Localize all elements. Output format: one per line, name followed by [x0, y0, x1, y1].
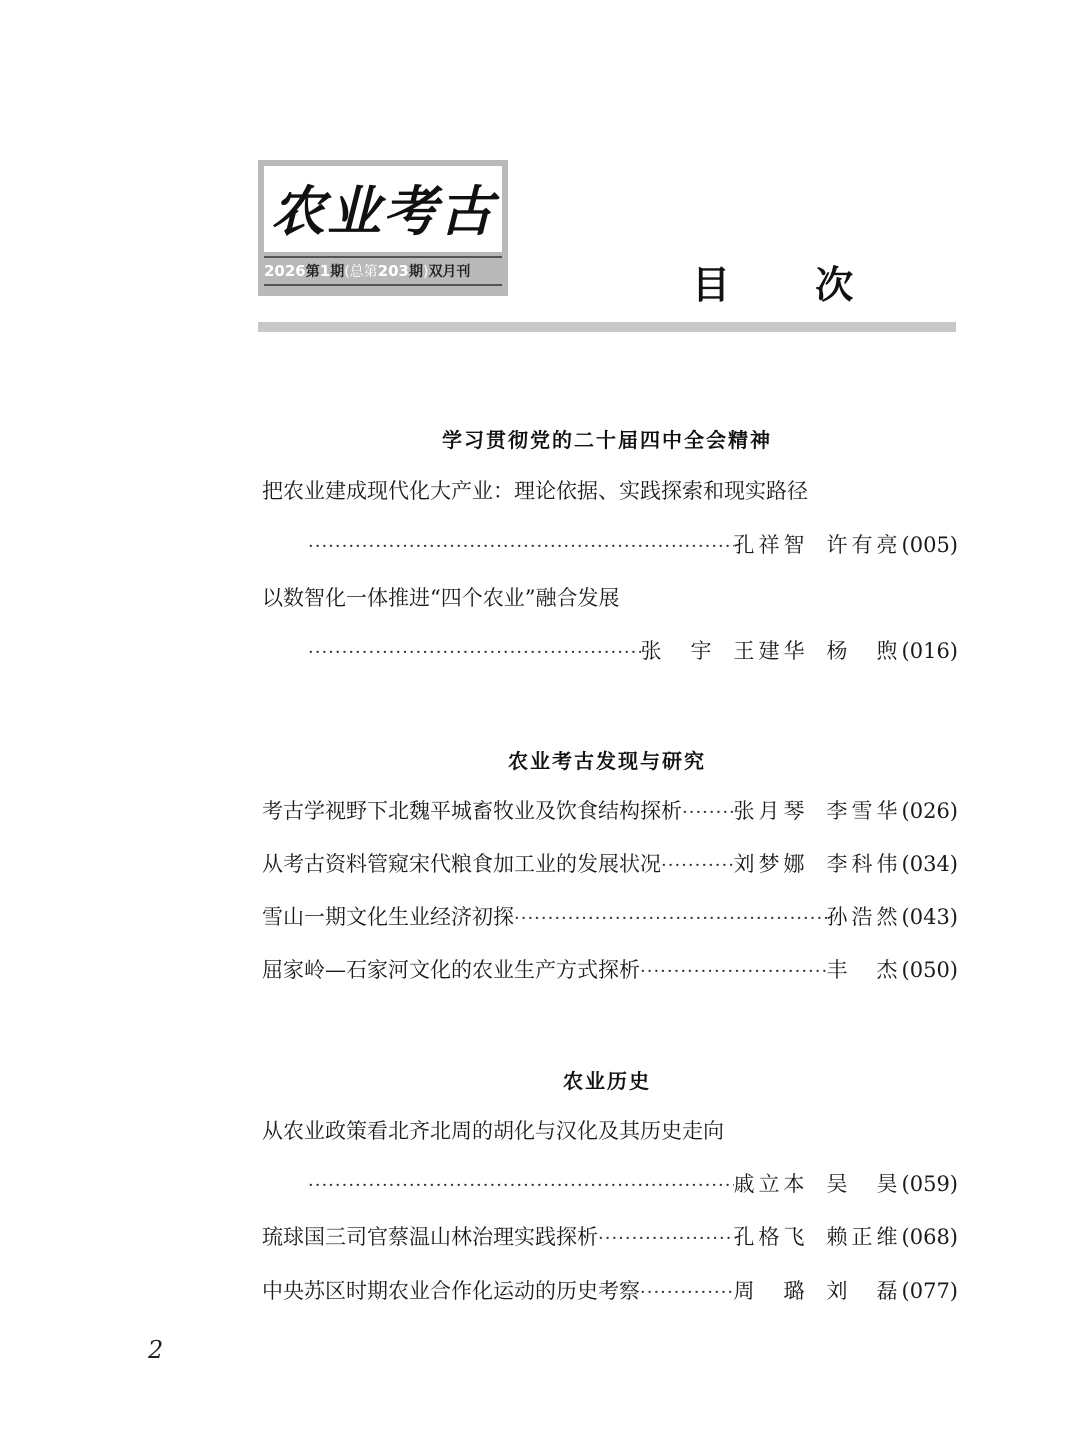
toc-entry[interactable] [262, 1222, 958, 1252]
dot-leader [682, 798, 734, 828]
issue-total: 203 [377, 262, 409, 280]
journal-logo-calligraphy [264, 166, 502, 252]
issue-paren-open: ( [344, 264, 350, 280]
entry-authors [641, 636, 902, 666]
toc-entry-leader [308, 636, 958, 666]
toc-title: 目 次 [692, 263, 890, 307]
entry-authors [734, 530, 902, 560]
section-heading: 农业历史 [563, 1069, 651, 1093]
author: 王建华 [733, 639, 809, 663]
dot-leader [308, 532, 734, 562]
entry-title[interactable]: 中央苏区时期农业合作化运动的历史考察 [262, 1279, 640, 1303]
dot-leader [640, 1278, 734, 1308]
author: 吴 昊 [826, 1172, 902, 1196]
author: 许有亮 [826, 533, 902, 557]
toc-entry[interactable] [262, 796, 958, 826]
dot-leader [640, 957, 827, 987]
author: 刘 磊 [826, 1279, 902, 1303]
section-heading: 农业考古发现与研究 [508, 749, 706, 773]
entry-title[interactable]: 雪山一期文化生业经济初探 [262, 905, 514, 929]
toc-entry[interactable] [262, 902, 958, 932]
entry-title[interactable]: 屈家岭—石家河文化的农业生产方式探析 [262, 958, 640, 982]
entry-title[interactable]: 考古学视野下北魏平城畜牧业及饮食结构探析 [262, 799, 682, 823]
entry-page: (043) [901, 905, 958, 929]
journal-logo-text: 农业考古 [271, 179, 495, 243]
entry-authors [734, 1276, 902, 1306]
page-number: 2 [148, 1336, 164, 1364]
entry-authors [734, 849, 902, 879]
author: 戚立本 [733, 1172, 809, 1196]
entry-authors [827, 955, 902, 985]
author: 杨 煦 [826, 639, 902, 663]
toc-entry-title[interactable] [262, 476, 958, 506]
author: 刘梦娜 [733, 852, 809, 876]
toc-entry-leader [308, 1169, 958, 1199]
author: 赖正维 [826, 1225, 902, 1249]
entry-page: (005) [901, 533, 958, 557]
issue-year: 2026 [264, 262, 306, 280]
entry-page: (068) [901, 1225, 958, 1249]
dot-leader [661, 851, 734, 881]
entry-title[interactable]: 以数智化一体推进“四个农业”融合发展 [262, 586, 620, 610]
entry-authors [734, 1169, 902, 1199]
author: 孔格飞 [733, 1225, 809, 1249]
issue-rule-top [264, 256, 502, 258]
toc-entry-title[interactable] [262, 583, 958, 613]
author: 孙浩然 [826, 905, 902, 929]
author: 周 璐 [733, 1279, 809, 1303]
journal-masthead [258, 160, 508, 296]
entry-page: (034) [901, 852, 958, 876]
toc-entry-leader [308, 530, 958, 560]
dot-leader [598, 1224, 734, 1254]
issue-frequency: 双月刊 [428, 264, 471, 280]
entry-authors [734, 796, 902, 826]
toc-entry[interactable] [262, 849, 958, 879]
entry-title[interactable]: 琉球国三司官蔡温山林治理实践探析 [262, 1225, 598, 1249]
author: 李科伟 [826, 852, 902, 876]
issue-number: 1 [319, 262, 331, 280]
issue-paren-close: ) [422, 264, 429, 280]
entry-page: (050) [901, 958, 958, 982]
issue-di: 第 [305, 264, 320, 280]
author: 丰 杰 [826, 958, 902, 982]
toc-entry[interactable] [262, 955, 958, 985]
entry-title[interactable]: 从考古资料管窥宋代粮食加工业的发展状况 [262, 852, 661, 876]
author: 李雪华 [826, 799, 902, 823]
entry-page: (077) [901, 1279, 958, 1303]
issue-rule-bottom [264, 284, 502, 286]
entry-authors [827, 902, 902, 932]
toc-entry-title[interactable] [262, 1116, 958, 1146]
entry-page: (026) [901, 799, 958, 823]
dot-leader [308, 638, 641, 668]
journal-logo-box [264, 166, 502, 252]
section-heading: 学习贯彻党的二十届四中全会精神 [442, 428, 772, 452]
issue-qi: 期 [330, 264, 345, 280]
entry-page: (016) [901, 639, 958, 663]
issue-info [264, 260, 502, 282]
dot-leader [514, 904, 827, 934]
dot-leader [308, 1171, 734, 1201]
issue-zongdi: 总第 [349, 264, 378, 280]
author: 张月琴 [733, 799, 809, 823]
issue-qi2: 期 [408, 264, 423, 280]
entry-page: (059) [901, 1172, 958, 1196]
entry-title[interactable]: 把农业建成现代化大产业：理论依据、实践探索和现实路径 [262, 479, 808, 503]
entry-authors [734, 1222, 902, 1252]
author: 孔祥智 [733, 533, 809, 557]
header-divider-bar [258, 322, 956, 332]
toc-entry[interactable] [262, 1276, 958, 1306]
author: 张 宇 [640, 639, 716, 663]
entry-title[interactable]: 从农业政策看北齐北周的胡化与汉化及其历史走向 [262, 1119, 724, 1143]
